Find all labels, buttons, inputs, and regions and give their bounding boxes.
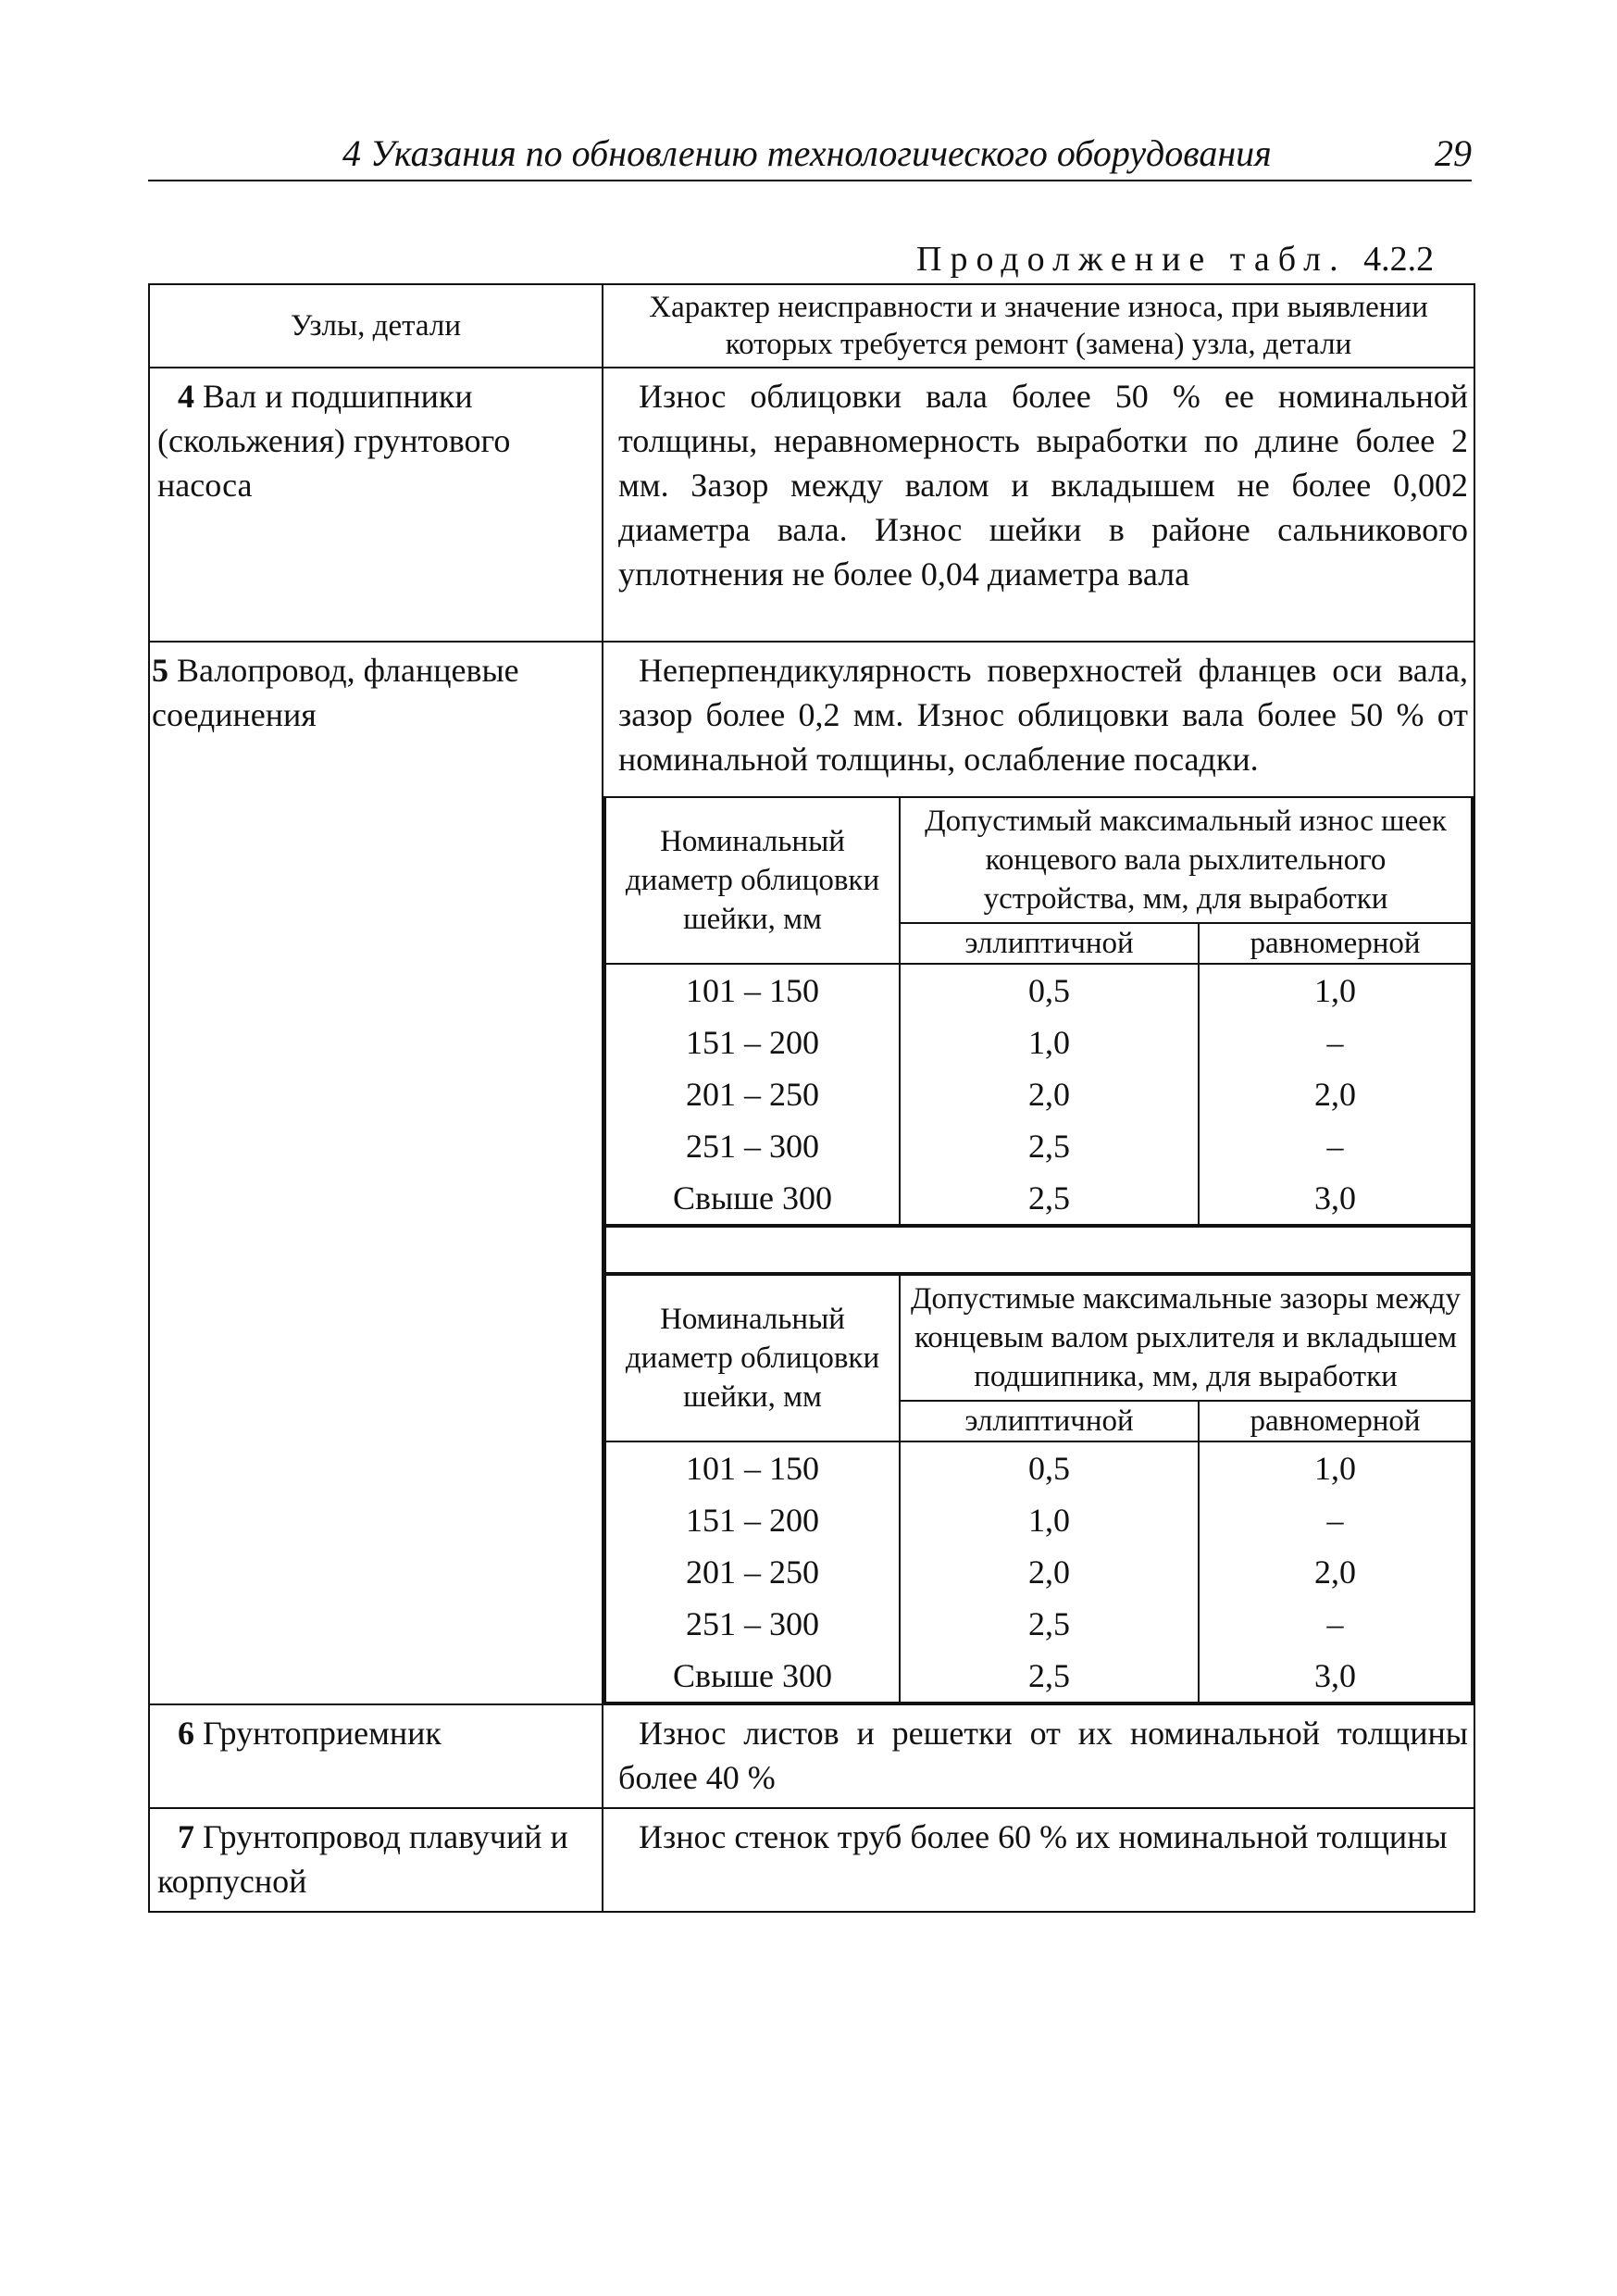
part-cell [150, 643, 603, 1703]
defect-cell [603, 1705, 1474, 1807]
subtable-header-elliptical: эллиптичной [900, 923, 1199, 964]
subtable-row [605, 1120, 1473, 1172]
diameter-cell: Свыше 300 [605, 1172, 901, 1225]
table-row [150, 641, 1474, 1703]
subtable-header-row [605, 1275, 1473, 1401]
subtable-header-main: Допустимые максимальные зазоры между концевым валом рыхлителя и вкладышем подшипника, мм, для выработки [900, 1275, 1473, 1401]
defects-table [148, 283, 1475, 1913]
diameter-cell: 101 – 150 [605, 1441, 901, 1494]
uniform-cell: 1,0 [1199, 1441, 1473, 1494]
header-parts: Узлы, детали [150, 285, 603, 367]
table-row [150, 367, 1474, 641]
part-number: 4 [178, 378, 194, 415]
running-header [148, 130, 1472, 181]
subtable-row [605, 1172, 1473, 1225]
elliptical-cell: 2,0 [900, 1546, 1199, 1598]
table-row [150, 1807, 1474, 1911]
diameter-cell: 251 – 300 [605, 1120, 901, 1172]
subtable-spacer-row [603, 1226, 1474, 1274]
subtable-row [605, 1017, 1473, 1068]
subtable-row [605, 1441, 1473, 1494]
subtable-header-uniform: равномерной [1199, 923, 1473, 964]
elliptical-cell: 2,5 [900, 1650, 1199, 1703]
defect-description: Износ стенок труб более 60 % их номинальной толщины [639, 1818, 1448, 1855]
part-cell [150, 1705, 603, 1807]
uniform-cell: – [1199, 1494, 1473, 1546]
defect-description: Неперпендикулярность поверхностей фланцев оси вала, зазор более 0,2 мм. Износ облицовки вала более 50 % от номинальной толщины, ослабление посадки. [618, 652, 1468, 778]
uniform-cell: – [1199, 1120, 1473, 1172]
bearing-clearance-subtable [603, 1274, 1474, 1703]
elliptical-cell: 0,5 [900, 964, 1199, 1017]
uniform-cell: 2,0 [1199, 1068, 1473, 1120]
table-continuation-label [916, 239, 1434, 280]
uniform-cell: – [1199, 1017, 1473, 1068]
defect-cell [603, 1809, 1474, 1911]
defect-description: Износ облицовки вала более 50 % ее номинальной толщины, неравномерность выработки по длине более 2 мм. Зазор между валом и вкладышем не более 0,002 диаметра вала. Износ шейки в районе сальникового уплотнения не более 0,04 диаметра вала [618, 378, 1468, 593]
elliptical-cell: 2,5 [900, 1120, 1199, 1172]
continuation-text: Продолжение табл. [916, 240, 1347, 279]
uniform-cell: 3,0 [1199, 1650, 1473, 1703]
defect-cell [603, 643, 1474, 1703]
subtable-row [605, 1598, 1473, 1650]
part-name: Грунтоприемник [203, 1715, 442, 1752]
elliptical-cell: 2,5 [900, 1172, 1199, 1225]
part-name: Вал и подшипники (скольжения) грунтового насоса [157, 378, 511, 504]
subtable-header-diameter: Номинальный диаметр облицовки шейки, мм [605, 1275, 901, 1441]
chapter-title: 4 Указания по обновлению технологического оборудования [342, 132, 1272, 174]
elliptical-cell: 2,5 [900, 1598, 1199, 1650]
subtable-header-row [605, 797, 1473, 923]
uniform-cell: 3,0 [1199, 1172, 1473, 1225]
uniform-cell: 2,0 [1199, 1546, 1473, 1598]
subtable-row [605, 1650, 1473, 1703]
elliptical-cell: 0,5 [900, 1441, 1199, 1494]
journal-wear-subtable [603, 796, 1474, 1226]
diameter-cell: 151 – 200 [605, 1017, 901, 1068]
subtable-header-elliptical: эллиптичной [900, 1401, 1199, 1441]
defect-cell [603, 368, 1474, 641]
diameter-cell: 201 – 250 [605, 1546, 901, 1598]
table-header-row [150, 285, 1474, 367]
diameter-cell: 251 – 300 [605, 1598, 901, 1650]
elliptical-cell: 2,0 [900, 1068, 1199, 1120]
table-number: 4.2.2 [1363, 240, 1435, 279]
subtable-row [605, 964, 1473, 1017]
diameter-cell: 201 – 250 [605, 1068, 901, 1120]
part-name: Грунтопровод плавучий и корпусной [157, 1818, 568, 1900]
diameter-cell: 101 – 150 [605, 964, 901, 1017]
wear-subtable-wrapper [603, 796, 1474, 1703]
defect-description: Износ листов и решетки от их номинальной толщины более 40 % [618, 1715, 1468, 1796]
part-cell [150, 368, 603, 641]
subtable-header-diameter: Номинальный диаметр облицовки шейки, мм [605, 797, 901, 964]
part-number: 5 [152, 652, 168, 689]
subtable-row [605, 1494, 1473, 1546]
subtable-row [605, 1546, 1473, 1598]
diameter-cell: 151 – 200 [605, 1494, 901, 1546]
part-cell [150, 1809, 603, 1911]
uniform-cell: – [1199, 1598, 1473, 1650]
table-row [150, 1703, 1474, 1807]
part-number: 7 [178, 1818, 194, 1855]
header-defects: Характер неисправности и значение износа, при выявлении которых требуется ремонт (замена) узла, детали [649, 291, 1428, 361]
part-number: 6 [178, 1715, 194, 1752]
page-number: 29 [1435, 132, 1472, 174]
subtable-header-main: Допустимый максимальный износ шеек концевого вала рыхлительного устройства, мм, для выработки [900, 797, 1473, 923]
part-name: Валопровод, фланцевые соединения [152, 652, 519, 733]
subtable-header-uniform: равномерной [1199, 1401, 1473, 1441]
uniform-cell: 1,0 [1199, 964, 1473, 1017]
elliptical-cell: 1,0 [900, 1494, 1199, 1546]
diameter-cell: Свыше 300 [605, 1650, 901, 1703]
elliptical-cell: 1,0 [900, 1017, 1199, 1068]
subtable-row [605, 1068, 1473, 1120]
